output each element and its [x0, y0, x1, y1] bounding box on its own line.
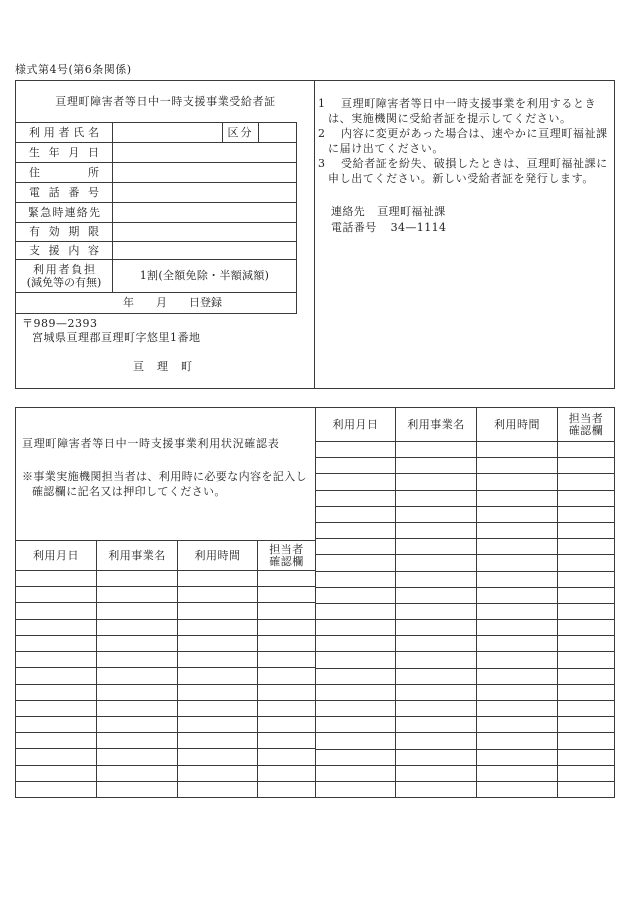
- usage-time-cell: [177, 668, 257, 683]
- usage-row: [316, 749, 614, 765]
- usage-row: [16, 635, 315, 651]
- usage-staff-check-cell: [257, 652, 315, 667]
- usage-service-cell: [395, 701, 476, 716]
- usage-time-cell: [476, 604, 557, 619]
- address-label-cell: [16, 163, 113, 182]
- usage-date-cell: [316, 620, 395, 635]
- burden-label: 利用者負担: [33, 263, 95, 276]
- usage-date-cell: [16, 701, 96, 716]
- usage-row: [316, 651, 614, 667]
- column-header-time: 利用時間: [476, 408, 557, 441]
- usage-row: [16, 748, 315, 764]
- usage-service-cell: [395, 458, 476, 473]
- usage-time-cell: [177, 603, 257, 618]
- usage-staff-check-cell: [557, 750, 614, 765]
- usage-date-cell: [316, 474, 395, 489]
- usage-staff-check-cell: [557, 685, 614, 700]
- usage-time-cell: [177, 766, 257, 781]
- usage-service-cell: [395, 474, 476, 489]
- column-header-staff-check-line1: 担当者: [269, 542, 304, 556]
- support-content-row: [16, 242, 296, 260]
- registration-date: 年 月 日登録: [123, 296, 222, 309]
- usage-time-cell: [476, 733, 557, 748]
- address-row: [16, 163, 296, 183]
- usage-service-cell: [395, 782, 476, 797]
- usage-row: [316, 603, 614, 619]
- usage-staff-check-cell: [257, 701, 315, 716]
- usage-staff-check-cell: [257, 766, 315, 781]
- usage-row: [316, 635, 614, 651]
- certificate-front: [16, 81, 315, 388]
- usage-staff-check-cell: [557, 604, 614, 619]
- name-value: [113, 123, 223, 142]
- usage-time-cell: [476, 555, 557, 570]
- usage-service-cell: [395, 442, 476, 457]
- usage-date-cell: [16, 571, 96, 586]
- usage-staff-check-cell: [257, 685, 315, 700]
- usage-time-cell: [476, 685, 557, 700]
- column-header-staff-check-line2: 確認欄: [269, 554, 304, 568]
- category-label: 区分: [223, 123, 259, 142]
- note-text: 亘理町障害者等日中一時支援事業を利用するとき: [341, 97, 597, 110]
- usage-time-cell: [177, 782, 257, 797]
- contact-office: 亘理町福祉課: [377, 205, 446, 218]
- usage-date-cell: [316, 523, 395, 538]
- usage-date-cell: [316, 669, 395, 684]
- usage-time-cell: [476, 652, 557, 667]
- usage-staff-check-cell: [557, 717, 614, 732]
- usage-date-cell: [316, 750, 395, 765]
- usage-staff-check-cell: [257, 668, 315, 683]
- usage-date-cell: [316, 507, 395, 522]
- usage-row: [16, 700, 315, 716]
- usage-service-cell: [395, 588, 476, 603]
- column-header-staff-check: [257, 541, 315, 570]
- usage-time-cell: [177, 636, 257, 651]
- usage-date-cell: [16, 717, 96, 732]
- usage-service-cell: [96, 587, 177, 602]
- usage-service-cell: [395, 572, 476, 587]
- usage-date-cell: [316, 685, 395, 700]
- usage-row: [316, 473, 614, 489]
- usage-date-cell: [16, 782, 96, 797]
- usage-service-cell: [395, 717, 476, 732]
- usage-service-cell: [96, 636, 177, 651]
- usage-date-cell: [316, 588, 395, 603]
- usage-service-cell: [96, 668, 177, 683]
- usage-date-cell: [316, 604, 395, 619]
- usage-time-cell: [476, 458, 557, 473]
- usage-service-cell: [395, 685, 476, 700]
- usage-time-cell: [476, 523, 557, 538]
- usage-row: [316, 538, 614, 554]
- usage-row: [316, 765, 614, 781]
- column-header-date: 利用月日: [332, 417, 379, 431]
- usage-record-sheet: [15, 407, 615, 798]
- valid-period-label-cell: [16, 223, 113, 241]
- contact-phone-line: [331, 220, 446, 236]
- usage-row: [16, 651, 315, 667]
- usage-time-cell: [177, 652, 257, 667]
- usage-time-cell: [177, 717, 257, 732]
- usage-staff-check-cell: [557, 782, 614, 797]
- usage-row: [16, 716, 315, 732]
- usage-staff-check-cell: [557, 442, 614, 457]
- usage-instruction-line: ※事業実施機関担当者は、利用時に必要な内容を記入し: [22, 470, 307, 483]
- usage-service-cell: [96, 620, 177, 635]
- usage-time-cell: [177, 749, 257, 764]
- usage-time-cell: [476, 539, 557, 554]
- usage-time-cell: [476, 588, 557, 603]
- usage-staff-check-cell: [257, 571, 315, 586]
- usage-service-cell: [395, 555, 476, 570]
- usage-staff-check-cell: [557, 669, 614, 684]
- usage-time-cell: [476, 442, 557, 457]
- usage-date-cell: [16, 733, 96, 748]
- usage-time-cell: [476, 782, 557, 797]
- column-header-staff-check-line2: 確認欄: [568, 423, 604, 437]
- note-text-continued: に届け出てください。: [328, 142, 444, 155]
- usage-date-cell: [316, 491, 395, 506]
- address-label: 住所: [29, 165, 99, 179]
- birthdate-value: [113, 143, 296, 162]
- phone-label: 電話番号: [29, 185, 99, 199]
- usage-staff-check-cell: [557, 733, 614, 748]
- usage-staff-check-cell: [557, 588, 614, 603]
- usage-row: [316, 587, 614, 603]
- usage-row: [316, 684, 614, 700]
- usage-staff-check-cell: [557, 636, 614, 651]
- usage-table-body-right: [316, 441, 614, 797]
- birthdate-label-cell: [16, 143, 113, 162]
- note-text: 内容に変更があった場合は、速やかに亘理町福祉課: [341, 127, 608, 140]
- column-header-date: 利用月日: [33, 548, 79, 562]
- usage-time-cell: [476, 717, 557, 732]
- usage-date-cell: [16, 668, 96, 683]
- usage-time-cell: [476, 507, 557, 522]
- usage-service-cell: [395, 491, 476, 506]
- emergency-contact-row: [16, 203, 296, 223]
- usage-service-cell: [395, 669, 476, 684]
- usage-staff-check-cell: [257, 587, 315, 602]
- emergency-contact-label-cell: [16, 203, 113, 222]
- column-header-time: 利用時間: [177, 541, 257, 570]
- issuer-address: 宮城県亘理郡亘理町字悠里1番地: [32, 331, 201, 344]
- birthdate-row: [16, 143, 296, 163]
- usage-date-cell: [16, 766, 96, 781]
- contact-label: 連絡先: [331, 205, 366, 218]
- note-number: 1: [318, 97, 325, 110]
- usage-service-cell: [96, 782, 177, 797]
- usage-service-cell: [96, 766, 177, 781]
- usage-row: [316, 554, 614, 570]
- usage-staff-check-cell: [557, 539, 614, 554]
- issuer-postal-code: 〒989—2393: [22, 317, 98, 330]
- usage-staff-check-cell: [557, 572, 614, 587]
- usage-time-cell: [476, 636, 557, 651]
- usage-date-cell: [316, 442, 395, 457]
- usage-date-cell: [316, 539, 395, 554]
- usage-date-cell: [316, 782, 395, 797]
- usage-service-cell: [96, 571, 177, 586]
- support-content-value: [113, 242, 296, 259]
- usage-row: [316, 700, 614, 716]
- usage-row: [16, 732, 315, 748]
- usage-service-cell: [96, 733, 177, 748]
- issuer-name: 亘理町: [133, 360, 205, 373]
- usage-date-cell: [316, 636, 395, 651]
- category-value: [259, 123, 296, 142]
- usage-row: [316, 781, 614, 797]
- usage-date-cell: [16, 652, 96, 667]
- usage-time-cell: [177, 701, 257, 716]
- usage-date-cell: [316, 717, 395, 732]
- usage-row: [316, 522, 614, 538]
- usage-service-cell: [395, 636, 476, 651]
- usage-service-cell: [96, 701, 177, 716]
- column-header-staff-check-line1: 担当者: [568, 411, 604, 425]
- usage-row: [316, 732, 614, 748]
- emergency-contact-value: [113, 203, 296, 222]
- usage-date-cell: [16, 603, 96, 618]
- contact-office-line: [331, 204, 446, 220]
- usage-date-cell: [316, 572, 395, 587]
- usage-service-cell: [96, 749, 177, 764]
- usage-date-cell: [316, 766, 395, 781]
- usage-table-body-left: [16, 570, 315, 797]
- usage-row: [16, 781, 315, 797]
- burden-value: 1割(全額免除・半額減額): [139, 269, 270, 282]
- usage-service-cell: [395, 652, 476, 667]
- usage-staff-check-cell: [557, 458, 614, 473]
- burden-label-cell: [16, 260, 113, 292]
- usage-time-cell: [476, 620, 557, 635]
- phone-label-cell: [16, 183, 113, 202]
- usage-row: [16, 619, 315, 635]
- usage-row: [16, 684, 315, 700]
- usage-staff-check-cell: [257, 603, 315, 618]
- usage-staff-check-cell: [257, 620, 315, 635]
- usage-service-cell: [395, 507, 476, 522]
- form-number: 様式第4号(第6条関係): [15, 63, 132, 76]
- usage-instruction-line: 確認欄に記名又は押印してください。: [32, 485, 226, 498]
- usage-row: [16, 586, 315, 602]
- usage-record-header-info: [16, 408, 315, 540]
- certificate-title: 亘理町障害者等日中一時支援事業受給者証: [55, 94, 276, 108]
- usage-service-cell: [395, 539, 476, 554]
- address-value: [113, 163, 296, 182]
- usage-service-cell: [395, 523, 476, 538]
- usage-staff-check-cell: [557, 555, 614, 570]
- recipient-certificate: [15, 80, 615, 389]
- usage-table-header: [316, 408, 614, 441]
- certificate-notes: [318, 96, 610, 186]
- usage-row: [316, 716, 614, 732]
- usage-service-cell: [395, 604, 476, 619]
- usage-time-cell: [476, 750, 557, 765]
- birthdate-label: 生年月日: [29, 145, 99, 159]
- note-item: [318, 156, 610, 171]
- usage-staff-check-cell: [557, 766, 614, 781]
- usage-time-cell: [177, 685, 257, 700]
- usage-row: [316, 441, 614, 457]
- usage-date-cell: [16, 587, 96, 602]
- usage-date-cell: [16, 620, 96, 635]
- usage-service-cell: [395, 766, 476, 781]
- usage-date-cell: [316, 458, 395, 473]
- phone-number: 34—1114: [390, 221, 447, 234]
- usage-staff-check-cell: [557, 523, 614, 538]
- column-header-service: 利用事業名: [96, 541, 177, 570]
- usage-date-cell: [16, 636, 96, 651]
- usage-date-cell: [316, 701, 395, 716]
- column-header-staff-check: [557, 408, 614, 441]
- note-item: [318, 96, 610, 111]
- usage-time-cell: [476, 474, 557, 489]
- usage-record-left: [16, 408, 315, 797]
- usage-service-cell: [96, 717, 177, 732]
- emergency-contact-label: 緊急時連絡先: [28, 205, 100, 219]
- usage-row: [16, 570, 315, 586]
- usage-staff-check-cell: [557, 652, 614, 667]
- note-text-continued: は、実施機関に受給者証を提示してください。: [328, 112, 572, 125]
- usage-time-cell: [177, 620, 257, 635]
- usage-staff-check-cell: [257, 636, 315, 651]
- usage-row: [316, 457, 614, 473]
- usage-time-cell: [476, 572, 557, 587]
- usage-time-cell: [177, 587, 257, 602]
- usage-date-cell: [316, 555, 395, 570]
- note-number: 3: [318, 157, 325, 170]
- note-text: 受給者証を紛失、破損したときは、亘理町福祉課に: [341, 157, 608, 170]
- usage-service-cell: [96, 685, 177, 700]
- burden-note-label: (減免等の有無): [26, 276, 102, 289]
- usage-service-cell: [96, 652, 177, 667]
- usage-date-cell: [316, 652, 395, 667]
- certificate-fields-table: [16, 122, 297, 314]
- usage-staff-check-cell: [557, 491, 614, 506]
- usage-date-cell: [316, 733, 395, 748]
- usage-row: [16, 765, 315, 781]
- registration-date-row: [16, 293, 296, 313]
- usage-date-cell: [16, 685, 96, 700]
- usage-row: [16, 667, 315, 683]
- usage-staff-check-cell: [257, 733, 315, 748]
- note-number: 2: [318, 127, 325, 140]
- valid-period-row: [16, 223, 296, 242]
- usage-staff-check-cell: [257, 717, 315, 732]
- usage-time-cell: [177, 571, 257, 586]
- usage-table-header: [16, 540, 315, 570]
- usage-service-cell: [395, 733, 476, 748]
- note-item: [318, 126, 610, 141]
- usage-service-cell: [96, 603, 177, 618]
- phone-row: [16, 183, 296, 203]
- usage-record-right: [315, 408, 614, 797]
- burden-row: [16, 260, 296, 293]
- usage-row: [316, 619, 614, 635]
- name-label-cell: [16, 123, 113, 142]
- usage-time-cell: [476, 669, 557, 684]
- support-content-label-cell: [16, 242, 113, 259]
- usage-row: [316, 490, 614, 506]
- usage-staff-check-cell: [257, 749, 315, 764]
- usage-time-cell: [476, 701, 557, 716]
- contact-info: [331, 204, 446, 236]
- usage-time-cell: [476, 766, 557, 781]
- usage-staff-check-cell: [557, 620, 614, 635]
- note-text-continued: 申し出てください。新しい受給者証を発行します。: [328, 172, 594, 185]
- usage-row: [316, 668, 614, 684]
- usage-service-cell: [395, 620, 476, 635]
- name-row: [16, 123, 296, 143]
- usage-staff-check-cell: [557, 507, 614, 522]
- usage-row: [16, 602, 315, 618]
- usage-time-cell: [476, 491, 557, 506]
- usage-staff-check-cell: [257, 782, 315, 797]
- usage-staff-check-cell: [557, 474, 614, 489]
- valid-period-label: 有効期限: [29, 225, 99, 238]
- usage-row: [316, 571, 614, 587]
- phone-number-label: 電話番号: [331, 221, 377, 234]
- usage-time-cell: [177, 733, 257, 748]
- usage-record-title: 亘理町障害者等日中一時支援事業利用状況確認表: [22, 437, 280, 450]
- valid-period-value: [113, 223, 296, 241]
- usage-staff-check-cell: [557, 701, 614, 716]
- column-header-service: 利用事業名: [395, 408, 476, 441]
- phone-value: [113, 183, 296, 202]
- name-label: 利用者氏名: [29, 125, 99, 139]
- usage-service-cell: [395, 750, 476, 765]
- usage-date-cell: [16, 749, 96, 764]
- usage-row: [316, 506, 614, 522]
- support-content-label: 支援内容: [29, 243, 99, 257]
